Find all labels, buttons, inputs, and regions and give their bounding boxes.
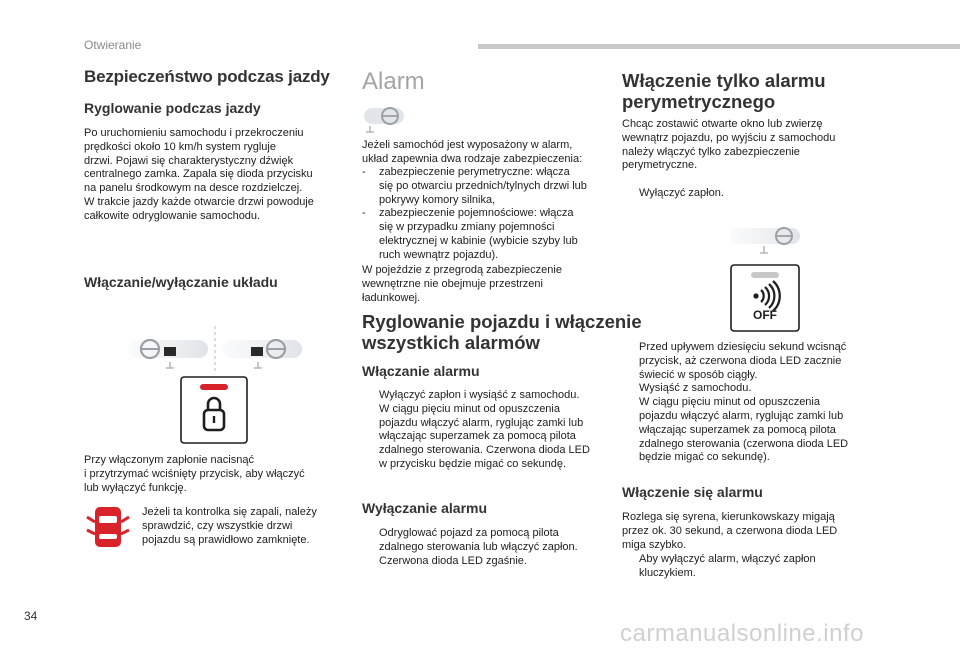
page-number: 34 <box>24 609 38 623</box>
section-label: Otwieranie <box>84 38 142 52</box>
alarm-trigger-text: Rozlega się syrena, kierunkowskazy migają przez ok. 30 sekund, a czerwona dioda LED miga szybko. <box>622 511 838 551</box>
watermark: carmanualsonline.info <box>620 620 864 647</box>
left-title: Bezpieczeństwo podczas jazdy <box>84 67 330 86</box>
left-sub2: Włączanie/wyłączanie układu <box>84 274 278 290</box>
left-para1: Po uruchomieniu samochodu i przekroczeniu prędkości około 10 km/h system rygluje drzwi. Pojawi się charakterystyczny dźwięk centralnego zamka. Zapala się dioda przycisku na panelu środkowym na desce rozdzielczej. W trakcie jazdy każde otwarcie drzwi powoduje całkowite odryglowanie samochodu. <box>84 127 314 222</box>
list-item: - zabezpieczenie pojemnościowe: włącza się w przypadku zmiany pojemności elektrycznej w kabinie (wybicie szyby lub ruch wewnątrz pojazdu). <box>362 207 578 261</box>
alarm-on-list <box>362 389 624 472</box>
list-item: Aby wyłączyć alarm, włączyć zapłon kluczykiem. <box>639 553 816 579</box>
alarm-off-subtitle: Wyłączanie alarmu <box>362 500 488 516</box>
alarm-on-subtitle: Włączanie alarmu <box>362 363 480 379</box>
perimeter-list-1 <box>622 187 894 201</box>
alarm-protection-list <box>362 166 624 263</box>
car-doors-warning-icon <box>84 504 132 550</box>
off-label: OFF <box>753 308 777 322</box>
list-item: Wysiąść z samochodu. <box>639 382 752 395</box>
list-item: Odryglować pojazd za pomocą pilota zdalnego sterowania lub włączyć zapłon. Czerwona dioda LED zgaśnie. <box>379 527 578 567</box>
alarm-trigger-subtitle: Włączenie się alarmu <box>622 484 763 500</box>
steering-ignition-illustration <box>362 104 406 136</box>
alarm-outro: W pojeździe z przegrodą zabezpieczenie wewnętrzne nie obejmuje przestrzeni ładunkowej. <box>362 264 562 304</box>
alarm-trigger-list <box>622 553 894 581</box>
list-item: Wyłączyć zapłon. <box>639 187 724 199</box>
list-item: Wyłączyć zapłon i wysiąść z samochodu. <box>379 389 580 401</box>
steering-ignition-illustration-right <box>728 224 802 258</box>
lock-button-illustration <box>180 376 248 444</box>
perimeter-list-2 <box>622 341 894 465</box>
warning-text: Jeżeli ta kontrolka się zapali, należy sprawdzić, czy wszystkie drzwi pojazdu są prawidłowo zamknięte. <box>142 506 317 546</box>
alarm-title: Alarm <box>362 68 425 95</box>
perimeter-intro: Chcąc zostawić otwarte okno lub zwierzę wewnątrz pojazdu, po wyjściu z samochodu należy włączyć tylko zabezpieczenie perymetryczne. <box>622 118 836 172</box>
lock-all-alarms-title: Ryglowanie pojazdu i włączenie wszystkich alarmów <box>362 311 642 353</box>
list-item: - zabezpieczenie perymetryczne: włącza się po otwarciu przednich/tylnych drzwi lub pokrywy komory silnika, <box>362 166 587 206</box>
left-sub1: Ryglowanie podczas jazdy <box>84 100 261 116</box>
alarm-off-button-illustration <box>730 264 800 332</box>
list-item: W ciągu pięciu minut od opuszczenia pojazdu włączyć alarm, ryglując zamki lub włączając superzamek za pomocą pilota zdalnego sterowania (czerwona dioda LED będzie migać co sekundę). <box>639 396 849 464</box>
alarm-intro: Jeżeli samochód jest wyposażony w alarm, układ zapewnia dwa rodzaje zabezpieczenia: <box>362 139 583 165</box>
alarm-off-list <box>362 527 624 568</box>
header-rule <box>478 44 960 49</box>
perimeter-alarm-title: Włączenie tylko alarmu perymetrycznego <box>622 70 826 112</box>
steering-illustration <box>120 326 310 372</box>
list-item: W ciągu pięciu minut od opuszczenia pojazdu włączyć alarm, ryglując zamki lub włączając superzamek za pomocą pilota zdalnego sterowania. Czerwona dioda LED w przycisku będzie migać co sekundę. <box>379 402 590 470</box>
left-para2: Przy włączonym zapłonie nacisnąć i przytrzymać wciśnięty przycisk, aby włączyć lub wyłączyć funkcję. <box>84 454 305 494</box>
list-item: Przed upływem dziesięciu sekund wcisnąć przycisk, aż czerwona dioda LED zacznie świecić w sposób ciągły. <box>639 341 847 381</box>
